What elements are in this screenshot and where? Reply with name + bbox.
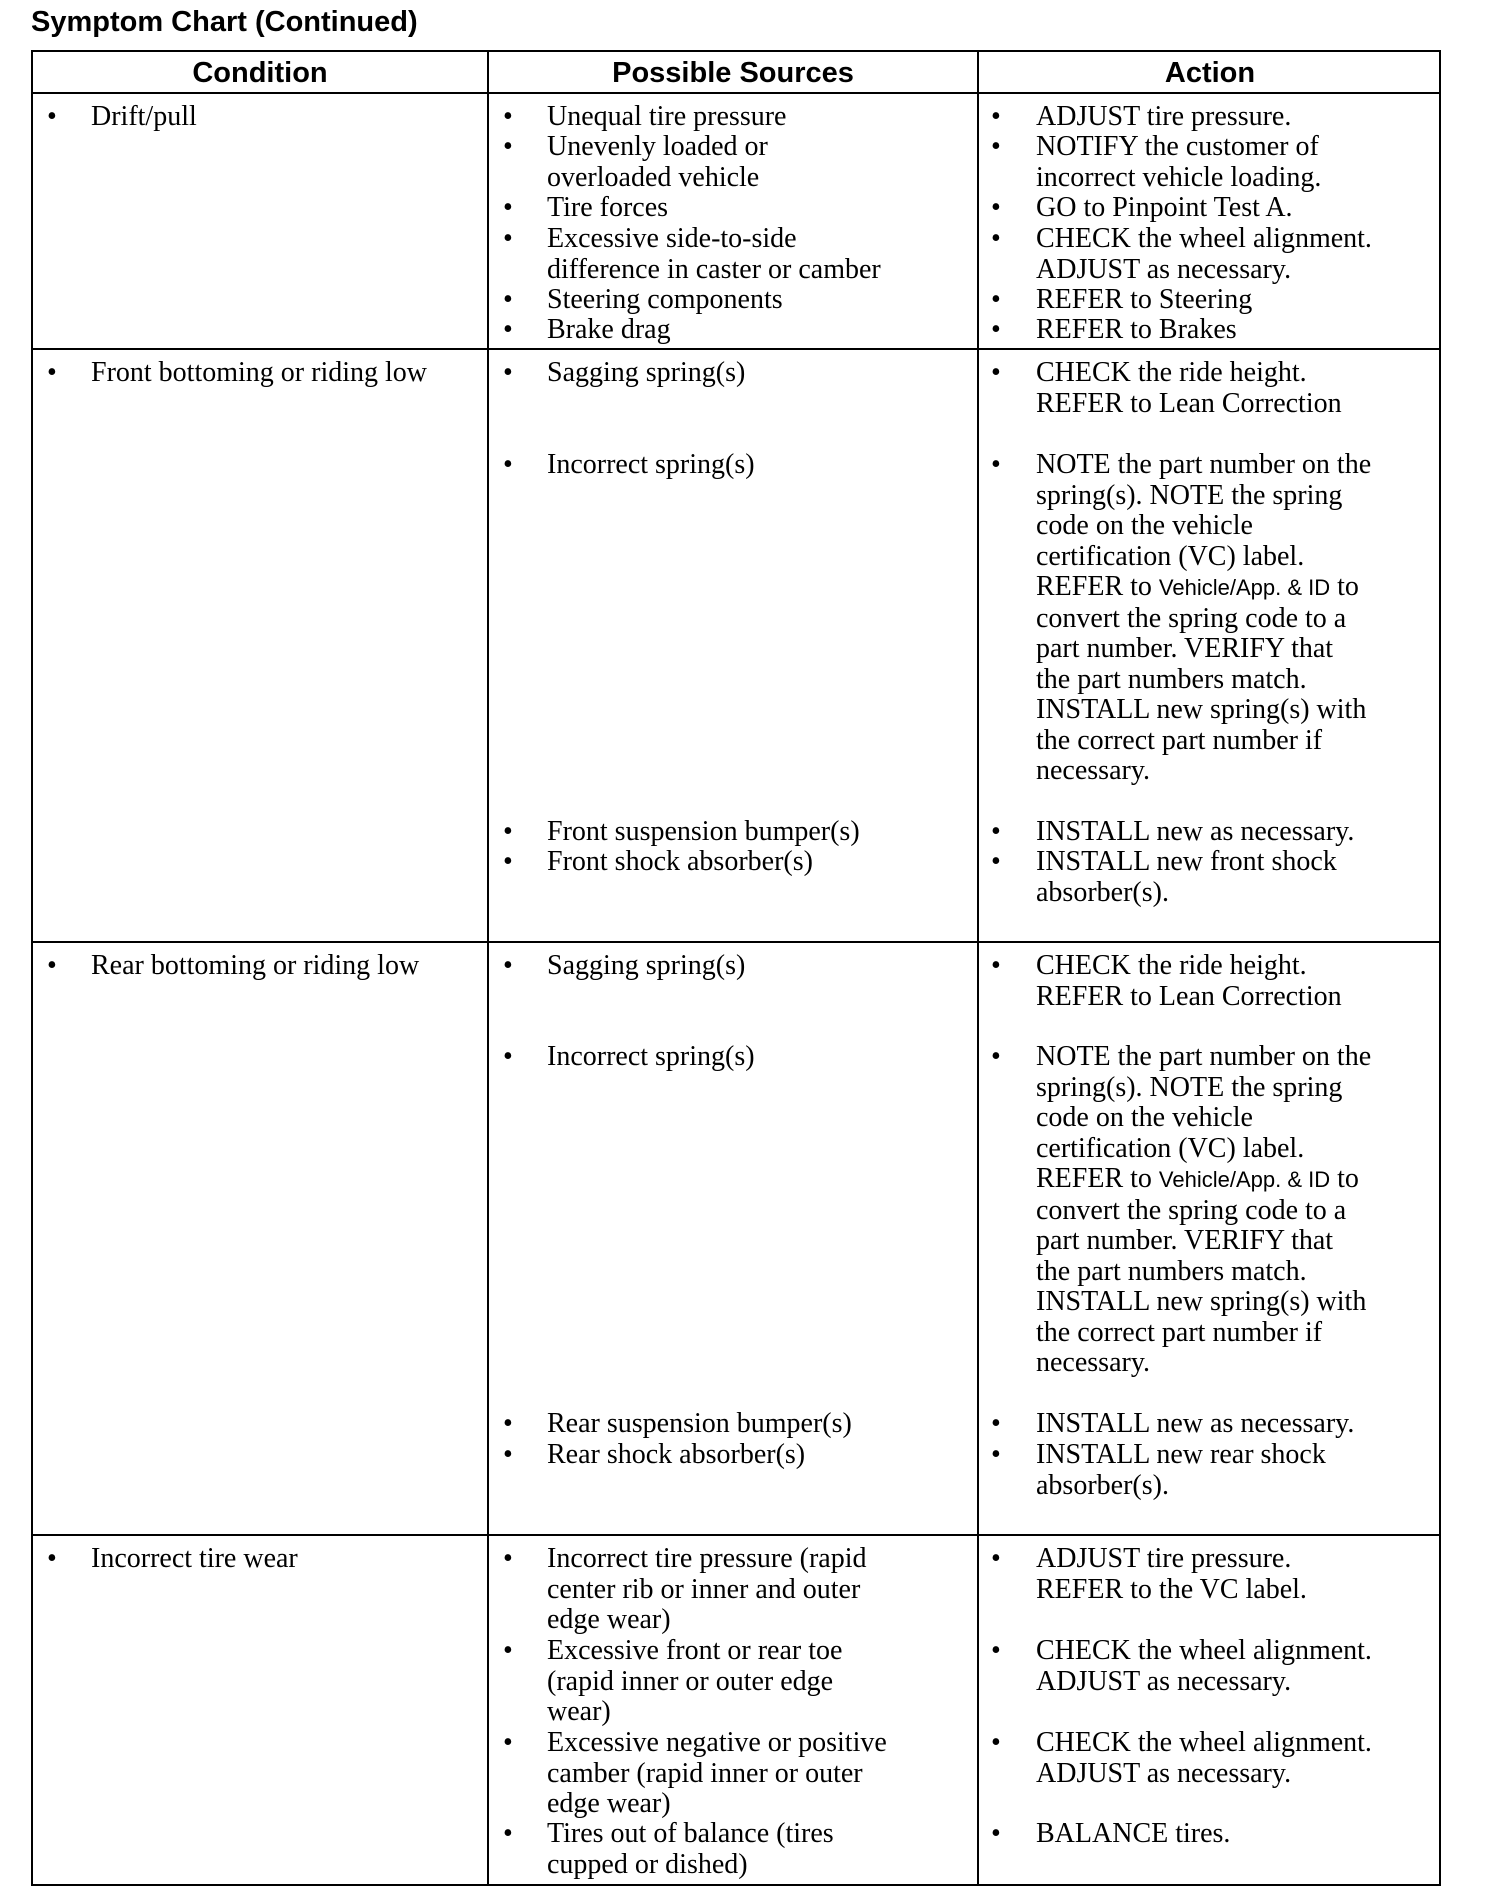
bullet-icon: • — [991, 950, 1001, 981]
action-item — [991, 817, 1476, 848]
condition-item-text: Rear bottoming or riding low — [91, 950, 420, 981]
bullet-icon: • — [991, 1041, 1001, 1072]
bullet-icon: • — [503, 314, 513, 345]
bullet-icon: • — [503, 1041, 513, 1072]
action-item-text: CHECK the ride height. REFER to Lean Correction — [1036, 357, 1342, 419]
action-item — [991, 847, 1476, 908]
bullet-icon: • — [503, 357, 513, 388]
condition-item — [47, 951, 521, 982]
possible-source-item — [503, 193, 1007, 224]
possible-source-item — [503, 1819, 1007, 1880]
action-item — [991, 132, 1476, 193]
vehicle-app-id-reference: Vehicle/App. & ID — [1158, 1167, 1331, 1192]
bullet-icon: • — [503, 284, 513, 315]
possible-source-item-text: Excessive front or rear toe (rapid inner or outer edge wear) — [547, 1635, 843, 1727]
possible-source-item-text: Front suspension bumper(s) — [547, 816, 860, 847]
bullet-icon: • — [47, 101, 57, 132]
bullet-icon: • — [991, 1727, 1001, 1758]
row-divider — [33, 348, 1439, 350]
possible-source-item-text: Tire forces — [547, 192, 669, 223]
bullet-icon: • — [991, 846, 1001, 877]
possible-source-item-text: Incorrect spring(s) — [547, 1041, 755, 1072]
possible-source-item — [503, 224, 1007, 285]
possible-source-item — [503, 847, 1007, 878]
possible-source-item — [503, 315, 1007, 346]
page-title: Symptom Chart (Continued) — [31, 6, 418, 38]
action-item — [991, 1819, 1476, 1850]
bullet-icon: • — [991, 192, 1001, 223]
action-text-post: to convert the spring code to a part number. VERIFY that the part numbers match. INSTALL new spring(s) with the correct part number if necessary. — [1036, 1163, 1367, 1378]
action-item-text — [1036, 1042, 1476, 1379]
action-item — [991, 1728, 1476, 1789]
action-item — [991, 1636, 1476, 1697]
bullet-icon: • — [991, 1408, 1001, 1439]
possible-source-item — [503, 132, 1007, 193]
bullet-icon: • — [503, 1727, 513, 1758]
symptom-chart-table — [31, 50, 1441, 1886]
action-item-text: REFER to Steering — [1036, 284, 1253, 315]
action-item-text: CHECK the wheel alignment. ADJUST as necessary. — [1036, 1635, 1372, 1697]
bullet-icon: • — [991, 1818, 1001, 1849]
bullet-icon: • — [503, 131, 513, 162]
row-divider — [33, 941, 1439, 943]
bullet-icon: • — [991, 223, 1001, 254]
action-item — [991, 1440, 1476, 1501]
bullet-icon: • — [991, 284, 1001, 315]
condition-item-text: Incorrect tire wear — [91, 1543, 298, 1574]
bullet-icon: • — [503, 816, 513, 847]
action-item-text: CHECK the wheel alignment. ADJUST as necessary. — [1036, 1727, 1372, 1789]
possible-source-item-text: Tires out of balance (tires cupped or dished) — [547, 1818, 834, 1880]
action-item-text: NOTIFY the customer of incorrect vehicle loading. — [1036, 131, 1322, 193]
possible-source-item — [503, 450, 1007, 481]
bullet-icon: • — [503, 1408, 513, 1439]
bullet-icon: • — [47, 1543, 57, 1574]
possible-source-item-text: Sagging spring(s) — [547, 357, 746, 388]
action-text-pre: NOTE the part number on the spring(s). NOTE the spring code on the vehicle certification (VC) label. REFER to — [1036, 449, 1372, 602]
action-item-text: BALANCE tires. — [1036, 1818, 1231, 1849]
possible-source-item — [503, 817, 1007, 848]
bullet-icon: • — [503, 1439, 513, 1470]
action-item-text — [1036, 450, 1476, 787]
possible-source-item-text: Unevenly loaded or overloaded vehicle — [547, 131, 768, 193]
bullet-icon: • — [503, 846, 513, 877]
action-item-text: INSTALL new as necessary. — [1036, 1408, 1355, 1439]
possible-source-item-text: Rear suspension bumper(s) — [547, 1408, 852, 1439]
bullet-icon: • — [503, 1818, 513, 1849]
possible-source-item — [503, 1636, 1007, 1728]
header-action: Action — [1164, 57, 1256, 89]
possible-source-item — [503, 358, 1007, 389]
bullet-icon: • — [991, 101, 1001, 132]
action-item — [991, 1042, 1476, 1379]
action-item-text: INSTALL new front shock absorber(s). — [1036, 846, 1337, 908]
bullet-icon: • — [503, 449, 513, 480]
bullet-icon: • — [991, 816, 1001, 847]
possible-source-item-text: Brake drag — [547, 314, 671, 345]
condition-item — [47, 102, 521, 133]
possible-source-item — [503, 1544, 1007, 1636]
header-divider — [33, 92, 1439, 94]
possible-source-item-text: Incorrect tire pressure (rapid center rib or inner and outer edge wear) — [547, 1543, 867, 1635]
bullet-icon: • — [991, 314, 1001, 345]
action-text-pre: NOTE the part number on the spring(s). NOTE the spring code on the vehicle certification (VC) label. REFER to — [1036, 1041, 1372, 1194]
possible-source-item — [503, 1409, 1007, 1440]
bullet-icon: • — [47, 357, 57, 388]
bullet-icon: • — [503, 223, 513, 254]
action-item — [991, 193, 1476, 224]
bullet-icon: • — [47, 950, 57, 981]
condition-item-text: Drift/pull — [91, 101, 197, 132]
bullet-icon: • — [991, 1439, 1001, 1470]
possible-source-item — [503, 285, 1007, 316]
possible-source-item — [503, 102, 1007, 133]
bullet-icon: • — [991, 1635, 1001, 1666]
possible-source-item-text: Sagging spring(s) — [547, 950, 746, 981]
condition-item — [47, 1544, 521, 1575]
action-item — [991, 224, 1476, 285]
action-item — [991, 315, 1476, 346]
bullet-icon: • — [503, 1543, 513, 1574]
bullet-icon: • — [991, 1543, 1001, 1574]
condition-item — [47, 358, 521, 389]
action-item-text: ADJUST tire pressure. — [1036, 101, 1292, 132]
action-item — [991, 450, 1476, 787]
action-item-text: CHECK the wheel alignment. ADJUST as necessary. — [1036, 223, 1372, 285]
header-condition: Condition — [192, 57, 328, 89]
action-item — [991, 1409, 1476, 1440]
bullet-icon: • — [991, 449, 1001, 480]
possible-source-item-text: Incorrect spring(s) — [547, 449, 755, 480]
possible-source-item-text: Front shock absorber(s) — [547, 846, 813, 877]
bullet-icon: • — [503, 101, 513, 132]
header-possible-sources: Possible Sources — [612, 57, 854, 89]
action-item-text: REFER to Brakes — [1036, 314, 1237, 345]
bullet-icon: • — [503, 1635, 513, 1666]
action-item-text: INSTALL new as necessary. — [1036, 816, 1355, 847]
possible-source-item — [503, 1042, 1007, 1073]
action-item — [991, 951, 1476, 1012]
action-item — [991, 102, 1476, 133]
bullet-icon: • — [503, 950, 513, 981]
action-item — [991, 1544, 1476, 1605]
row-divider — [33, 1534, 1439, 1536]
vehicle-app-id-reference: Vehicle/App. & ID — [1158, 575, 1331, 600]
action-item-text: INSTALL new rear shock absorber(s). — [1036, 1439, 1326, 1501]
action-item — [991, 285, 1476, 316]
condition-item-text: Front bottoming or riding low — [91, 357, 427, 388]
possible-source-item-text: Steering components — [547, 284, 783, 315]
possible-source-item-text: Excessive side-to-side difference in caster or camber — [547, 223, 881, 285]
action-item-text: ADJUST tire pressure. REFER to the VC label. — [1036, 1543, 1307, 1605]
action-item-text: CHECK the ride height. REFER to Lean Correction — [1036, 950, 1342, 1012]
possible-source-item — [503, 1440, 1007, 1471]
action-text-post: to convert the spring code to a part number. VERIFY that the part numbers match. INSTALL new spring(s) with the correct part number if necessary. — [1036, 571, 1367, 786]
bullet-icon: • — [503, 192, 513, 223]
bullet-icon: • — [991, 357, 1001, 388]
possible-source-item-text: Unequal tire pressure — [547, 101, 787, 132]
bullet-icon: • — [991, 131, 1001, 162]
action-item — [991, 358, 1476, 419]
action-item-text: GO to Pinpoint Test A. — [1036, 192, 1293, 223]
possible-source-item — [503, 951, 1007, 982]
possible-source-item-text: Excessive negative or positive camber (rapid inner or outer edge wear) — [547, 1727, 887, 1819]
possible-source-item-text: Rear shock absorber(s) — [547, 1439, 806, 1470]
possible-source-item — [503, 1728, 1007, 1820]
